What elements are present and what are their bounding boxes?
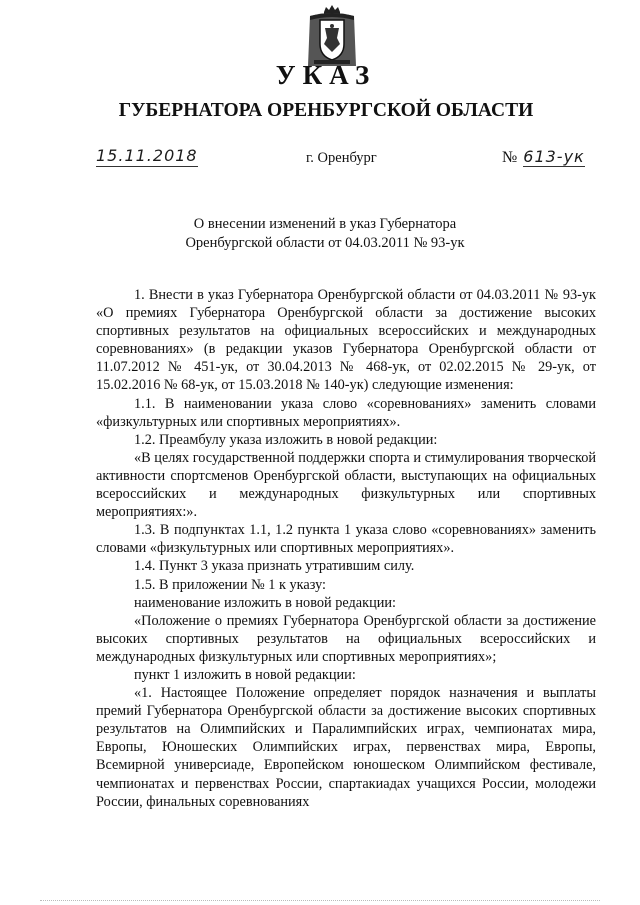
paragraph-1-1: 1.1. В наименовании указа слово «соревнованиях» заменить словами «физкультурных или спортивных мероприятиях». [96,395,596,430]
paragraph-1-5: 1.5. В приложении № 1 к указу: [134,576,327,593]
decree-city: г. Оренбург [306,150,377,166]
paragraph-1-4: 1.4. Пункт 3 указа признать утратившим силу. [134,558,415,575]
decree-number-value: 613-ук [523,147,585,166]
decree-number [502,148,585,167]
decree-title: УКАЗ [275,60,377,90]
decree-issuer: ГУБЕРНАТОРА ОРЕНБУРГСКОЙ ОБЛАСТИ [118,100,534,121]
paragraph-point-1-intro: пункт 1 изложить в новой редакции: [134,666,356,683]
paragraph-point-1-text: «1. Настоящее Положение определяет порядок назначения и выплаты премий Губернатора Оренбургской области за достижение высоких спортивных результатов на Олимпийских и Паралимпийских играх, чемпионатах мира, Европы, Юношеских Олимпийских играх, первенствах мира, Европы, Всемирной универсиаде, Европейском юношеском Олимпийском фестивале, чемпионатах и первенствах России, спартакиадах учащихся России, молодежи России, финальных соревнованиях [96,685,596,810]
decree-date [96,146,220,167]
paragraph-1: 1. Внести в указ Губернатора Оренбургской области от 04.03.2011 № 93-ук «О премиях Губернатора Оренбургской области за достижение высоких спортивных результатов на официальных всероссийских и международных соревнованиях» (в редакции указов Губернатора Оренбургской области от 11.07.2012 № 451-ук, от 30.04.2013 № 468-ук, от 02.02.2015 № 29-ук, от 15.02.2016 № 68-ук, от 15.03.2018 № 140-ук) следующие изменения: [96,287,596,394]
page-bottom-rule [40,900,600,901]
decree-number-prefix: № [502,149,518,166]
decree-subject [0,215,640,253]
paragraph-name-intro: наименование изложить в новой редакции: [134,594,397,611]
paragraph-1-3: 1.3. В подпунктах 1.1, 1.2 пункта 1 указа слово «соревнованиях» заменить словами «физкультурных или спортивных мероприятиях». [96,522,596,557]
paragraph-regulation-title: «Положение о премиях Губернатора Оренбургской области за достижение высоких спортивных результатов на официальных всероссийских и международных физкультурных или спортивных мероприятиях»; [96,612,596,665]
decree-subject-line-2: Оренбургской области от 04.03.2011 № 93-ук [185,235,465,251]
decree-subject-line-1: О внесении изменений в указ Губернатора [193,216,457,232]
paragraph-preamble-quote: «В целях государственной поддержки спорта и стимулирования творческой активности спортсменов Оренбургской области, выступающих на официальных всероссийских и международных физкультурных или спортивных мероприятиях:». [96,449,596,521]
decree-body [96,286,596,811]
paragraph-1-2: 1.2. Преамбулу указа изложить в новой редакции: [134,431,438,448]
decree-date-value: 15.11.2018 [96,146,198,165]
